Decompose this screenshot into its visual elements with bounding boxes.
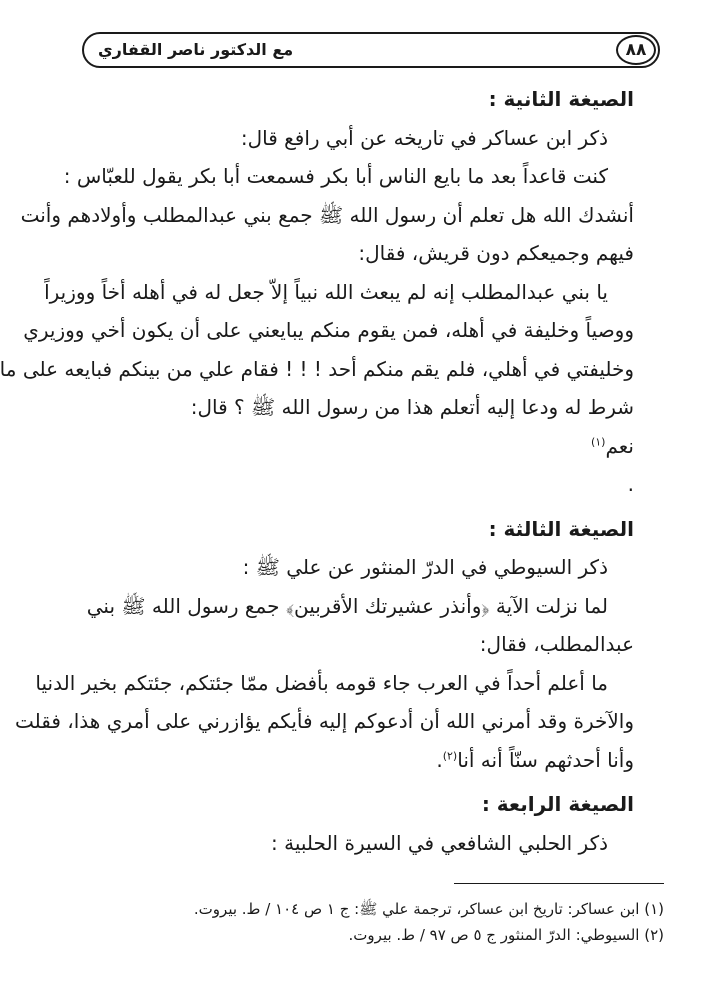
section-heading-third: الصيغة الثالثة :: [488, 516, 634, 541]
footnote-2: (٢) السيوطي: الدرّ المنثور ج ٥ ص ٩٧ / ط. بيروت.: [348, 926, 664, 944]
section-heading-fourth: الصيغة الرابعة :: [481, 792, 634, 816]
text-line: والآخرة وقد أمرني الله أن أدعوكم إليه فأيكم يؤازرني على أمري هذا، فقلت: [14, 709, 634, 733]
text-line: عبدالمطلب، فقال:: [479, 632, 634, 656]
text-line: يا بني عبدالمطلب إنه لم يبعث الله نبياً إلاّ جعل له في أهله أخاً ووزيراً: [44, 279, 608, 304]
footnotes: [88, 896, 664, 948]
main-text: [0, 80, 634, 862]
text-line: [88, 741, 634, 780]
text-line: ذكر الحلبي الشافعي في السيرة الحلبية :: [271, 830, 608, 855]
text-line: ووصياً وخليفة في أهله، فمن يقوم منكم يبايعني على أن يكون أخي ووزيري: [23, 318, 634, 342]
text-line: فيهم وجميعكم دون قريش، فقال:: [358, 241, 634, 265]
section-heading-second: الصيغة الثانية :: [488, 87, 634, 111]
text-line: ذكر السيوطي في الدرّ المنثور عن علي ﷺ :: [242, 555, 608, 579]
text-line: ما أعلم أحداً في العرب جاء قومه بأفضل ممّا جئتكم، جئتكم بخير الدنيا: [35, 670, 608, 695]
text-fragment: وأنا أحدثهم سنّاً أنه أنا: [457, 747, 634, 772]
text-line: .: [627, 472, 634, 496]
footnote-1: (١) ابن عساكر: تاريخ ابن عساكر، ترجمة علي ﷺ: ج ١ ص ١٠٤ / ط. بيروت.: [193, 900, 664, 918]
text-line: لما نزلت الآية ﴿وأنذر عشيرتك الأقربين﴾ جمع رسول الله ﷺ بني: [86, 593, 608, 618]
text-line: [88, 427, 634, 466]
header-title: مع الدكتور ناصر القفاري: [98, 40, 294, 59]
page-number: ٨٨: [616, 35, 656, 65]
text-line: كنت قاعداً بعد ما بايع الناس أبا بكر فسمعت أبا بكر يقول للعبّاس :: [63, 164, 608, 188]
text-line: وخليفتي في أهلي، فلم يقم منكم أحد ! ! ! فقام علي من بينكم فبايعه على ما: [0, 356, 634, 381]
text-line: أنشدك الله هل تعلم أن رسول الله ﷺ جمع بني عبدالمطلب وأولادهم وأنت: [20, 202, 634, 227]
footnote-ref-2[interactable]: (٢): [442, 748, 458, 762]
footnote-separator: [454, 883, 664, 884]
running-header: [82, 32, 660, 68]
text-line: ذكر ابن عساكر في تاريخه عن أبي رافع قال:: [240, 125, 608, 150]
text-fragment: نعم: [605, 433, 634, 458]
footnote-ref-1[interactable]: (١): [590, 434, 606, 448]
text-line: شرط له ودعا إليه أتعلم هذا من رسول الله ﷺ ؟ قال:: [190, 395, 634, 419]
text-fragment: .: [436, 747, 443, 772]
